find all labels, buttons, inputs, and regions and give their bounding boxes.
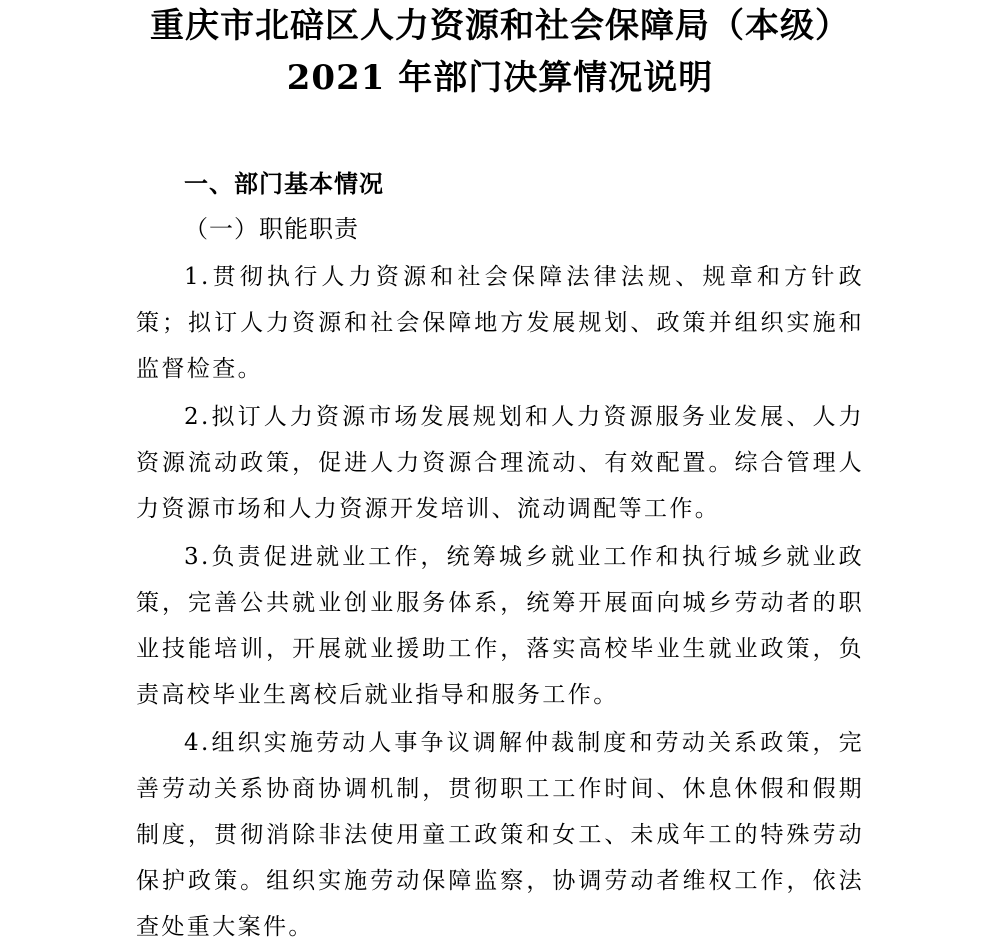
subsection-heading: （一）职能职责 xyxy=(184,215,359,243)
paragraph-3: 3.负责促进就业工作，统筹城乡就业工作和执行城乡就业政策，完善公共就业创业服务体系，统筹开展面向城乡劳动者的职业技能培训，开展就业援助工作，落实高校毕业生就业政策，负责高校毕业生离校后就业指导和服务工作。 xyxy=(136,544,864,708)
paragraph-2: 2.拟订人力资源市场发展规划和人力资源服务业发展、人力资源流动政策，促进人力资源合理流动、有效配置。综合管理人力资源市场和人力资源开发培训、流动调配等工作。 xyxy=(136,404,864,522)
document-title-line-1: 重庆市北碚区人力资源和社会保障局（本级） xyxy=(150,6,850,46)
section-heading: 一、部门基本情况 xyxy=(184,169,384,198)
paragraph-1: 1.贯彻执行人力资源和社会保障法律法规、规章和方针政策；拟订人力资源和社会保障地方发展规划、政策并组织实施和监督检查。 xyxy=(136,264,864,382)
paragraph-4: 4.组织实施劳动人事争议调解仲裁制度和劳动关系政策，完善劳动关系协商协调机制，贯彻职工工作时间、休息休假和假期制度，贯彻消除非法使用童工政策和女工、未成年工的特殊劳动保护政策。组织实施劳动保障监察，协调劳动者维权工作，依法查处重大案件。 xyxy=(136,730,864,940)
document-title-line-2: 2021 年部门决算情况说明 xyxy=(286,58,714,98)
